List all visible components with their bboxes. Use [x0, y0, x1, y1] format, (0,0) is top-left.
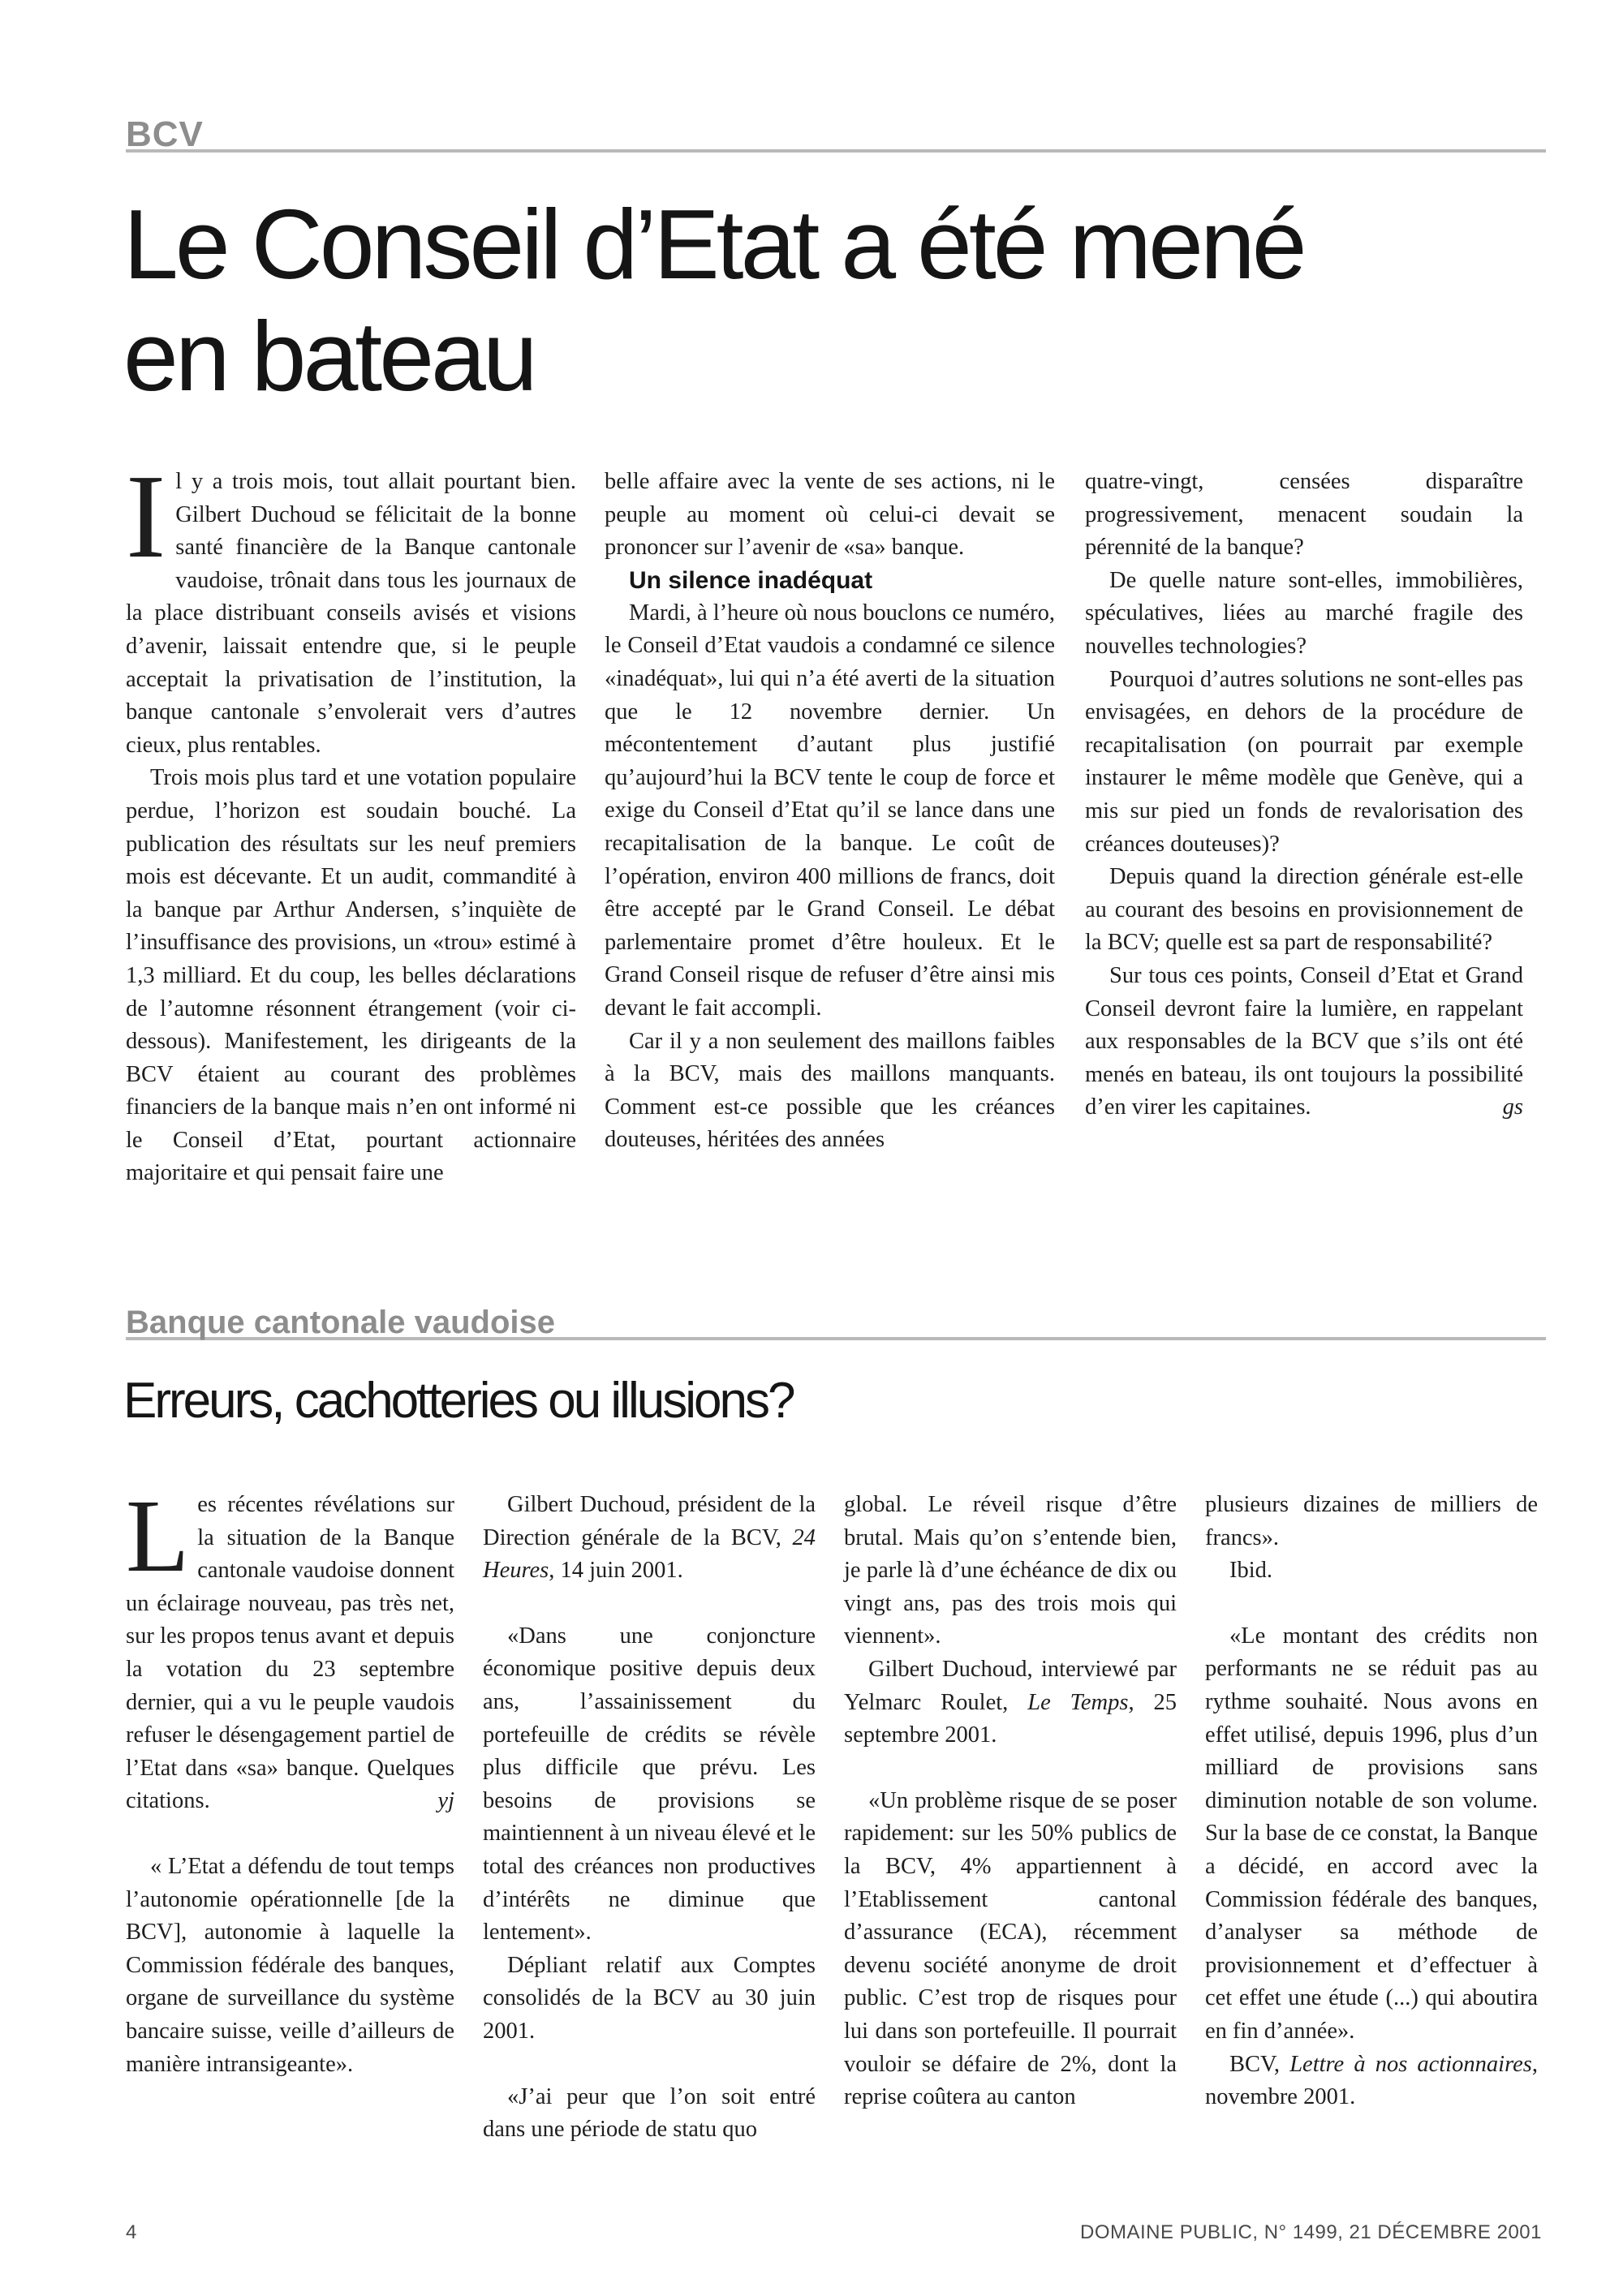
article2-column-4 — [1205, 1489, 1538, 2114]
section-header-bcv-full — [126, 1300, 1546, 1340]
article-title — [123, 188, 1503, 412]
citation-source — [844, 1653, 1177, 1752]
publication-name: 24 Heures — [483, 1524, 816, 1584]
author-initials: yj — [437, 1788, 454, 1814]
section-label: Banque cantonale vaudoise — [126, 1305, 556, 1340]
quote-continued: global. Le réveil risque d’être brutal. Mais qu’on s’entende bien, je parle là d’une échéance de dix ou vingt ans, pas des trois mois qui viennent». — [844, 1492, 1177, 1649]
title-line-2: en bateau — [123, 301, 535, 411]
author-initials: gs — [1502, 1094, 1523, 1120]
quote: «J’ai peur que l’on soit entré dans une période de statu quo — [483, 2083, 816, 2143]
paragraph-text: es récentes révélations sur la situation de la Banque cantonale vaudoise donnent un éclairage nouveau, pas très net, sur les propos tenus avant et depuis la votation du 23 septembre dernier, qui a vu le peuple vaudois refuser le désengagement partiel de l’Etat dans «sa» banque. Quelques citations. — [126, 1492, 454, 1814]
citation-source — [1205, 2049, 1538, 2114]
paragraph: De quelle nature sont-elles, immobilières, spéculatives, liées au marché fragile des nouvelles technologies? — [1085, 567, 1523, 659]
section-header-bcv — [126, 112, 1546, 153]
quote: «Le montant des crédits non performants ne se réduit pas au rythme souhaité. Nous avons en effet utilisé, depuis 1996, plus d’un milliard de provisions sans diminution notable de son volume. Sur la base de ce constat, la Banque a décidé, en accord avec la Commission fédérale des banques, d’analyser sa méthode de provisionnement et d’effectuer à cet effet une étude (...) qui aboutira en fin d’année». — [1205, 1623, 1538, 2044]
paragraph: quatre-vingt, censées disparaître progressivement, menacent soudain la pérennité de la banque? — [1085, 469, 1523, 561]
article2-column-3 — [844, 1489, 1177, 2114]
source-text: Gilbert Duchoud, interviewé par Yelmarc Roulet, — [844, 1656, 1177, 1715]
source-text: BCV, — [1229, 2051, 1290, 2077]
citation-source — [483, 1489, 816, 1588]
paragraph: Car il y a non seulement des maillons faibles à la BCV, mais des maillons manquants. Comment est-ce possible que les créances douteuses, héritées des années — [605, 1028, 1055, 1153]
source-date: , 25 septembre 2001. — [844, 1689, 1177, 1748]
citation-source: Dépliant relatif aux Comptes consolidés de la BCV au 30 juin 2001. — [483, 1952, 816, 2044]
quote: «Dans une conjoncture économique positive depuis deux ans, l’assainissement du portefeuille de crédits se révèle plus difficile que prévu. Les besoins de provisions se maintiennent à un niveau élevé et le total des créances non productives d’intérêts ne diminue que lentement». — [483, 1623, 816, 1946]
paragraph-text: Sur tous ces points, Conseil d’Etat et Grand Conseil devront faire la lumière, en rappelant aux responsables de la BCV que s’ils ont été menés en bateau, ils ont toujours la possibilité d’en virer les capitaines. — [1085, 962, 1523, 1120]
publication-name: Le Temps — [1027, 1689, 1129, 1715]
paragraph-text: l y a trois mois, tout allait pourtant bien. Gilbert Duchoud se félicitait de la bonne santé financière de la Banque cantonale vaudoise, trônait dans tous les journaux de la place distribuant conseils avisés et visions d’avenir, laissait entendre que, si le peuple acceptait la privatisation de l’institution, la banque cantonale s’envolerait vers d’autres cieux, plus rentables. — [126, 469, 576, 758]
title-line-1: Le Conseil d’Etat a été mené — [123, 189, 1304, 299]
quote: «Un problème risque de se poser rapidement: sur les 50% publics de la BCV, 4% appartiennent à l’Etablissement cantonal d’assurance (ECA), récemment devenu société anonyme de droit public. C’est trop de risques pour lui dans son portefeuille. Il pourrait vouloir se défaire de 2%, dont la reprise coûtera au canton — [844, 1787, 1177, 2110]
paragraph: belle affaire avec la vente de ses actions, ni le peuple au moment où celui-ci devait se prononcer sur l’avenir de «sa» banque. — [605, 469, 1055, 561]
quote-continued: plusieurs dizaines de milliers de francs». — [1205, 1492, 1538, 1550]
paragraph: Depuis quand la direction générale est-elle au courant des besoins en provisionnement de la BCV; quelle est sa part de responsabilité? — [1085, 864, 1523, 956]
paragraph: Pourquoi d’autres solutions ne sont-elles pas envisagées, en dehors de la procédure de recapitalisation (on pourrait par exemple instaurer le même modèle que Genève, qui a mis sur pied un fonds de revalorisation des créances douteuses)? — [1085, 666, 1523, 857]
article1-column-2 — [605, 466, 1055, 1157]
article2-column-1 — [126, 1478, 454, 2081]
section-label: BCV — [126, 114, 204, 154]
article1-column-3 — [1085, 466, 1523, 1124]
paragraph — [126, 1478, 454, 1818]
source-text: Gilbert Duchoud, président de la Direction générale de la BCV, — [483, 1492, 816, 1550]
paragraph: Trois mois plus tard et une votation populaire perdue, l’horizon est soudain bouché. La publication des résultats sur les neuf premiers mois est décevante. Et un audit, commandité à la banque par Arthur Andersen, s’inquiète de l’insuffisance des provisions, un «trou» estimé à 1,3 milliard. Et du coup, les belles déclarations de l’automne résonnent étrangement (voir ci-dessous). Manifestement, les dirigeants de la BCV étaient au courant des problèmes financiers de la banque mais n’en ont informé ni le Conseil d’Etat, pourtant actionnaire majoritaire et qui pensait faire une — [126, 765, 576, 1186]
citation-source: Ibid. — [1229, 1558, 1273, 1584]
issue-info: DOMAINE PUBLIC, N° 1499, 21 DÉCEMBRE 2001 — [1080, 2221, 1542, 2243]
source-date: , novembre 2001. — [1205, 2051, 1538, 2110]
quote: « L’Etat a défendu de tout temps l’autonomie opérationnelle [de la BCV], autonomie à laquelle la Commission fédérale des banques, organe de surveillance du système bancaire suisse, veille d’ailleurs de manière intransigeante». — [126, 1853, 454, 2077]
article1-column-1 — [126, 450, 576, 1190]
drop-cap: L — [126, 1478, 190, 1593]
subheading: Un silence inadéquat — [629, 566, 873, 594]
paragraph — [126, 450, 576, 762]
paragraph: Mardi, à l’heure où nous bouclons ce numéro, le Conseil d’Etat vaudois a condamné ce silence «inadéquat», lui qui n’a été averti de la situation que le 12 novembre dernier. Un mécontentement d’autant plus justifié qu’aujourd’hui la BCV tente le coup de force et exige du Conseil d’Etat qu’il se lance dans une recapitalisation de la banque. Le coût de l’opération, environ 400 millions de francs, doit être accepté par le Grand Conseil. Le débat parlementaire promet d’être houleux. Et le Grand Conseil risque de refuser d’être ainsi mis devant le fait accompli. — [605, 600, 1055, 1021]
article-title: Erreurs, cachotteries ou illusions? — [123, 1373, 794, 1429]
source-date: , 14 juin 2001. — [549, 1558, 683, 1584]
drop-cap: I — [126, 450, 166, 583]
article2-column-2 — [483, 1489, 816, 2147]
publication-name: Lettre à nos actionnaires — [1289, 2051, 1532, 2077]
page-number: 4 — [126, 2221, 137, 2243]
paragraph — [1085, 960, 1523, 1124]
